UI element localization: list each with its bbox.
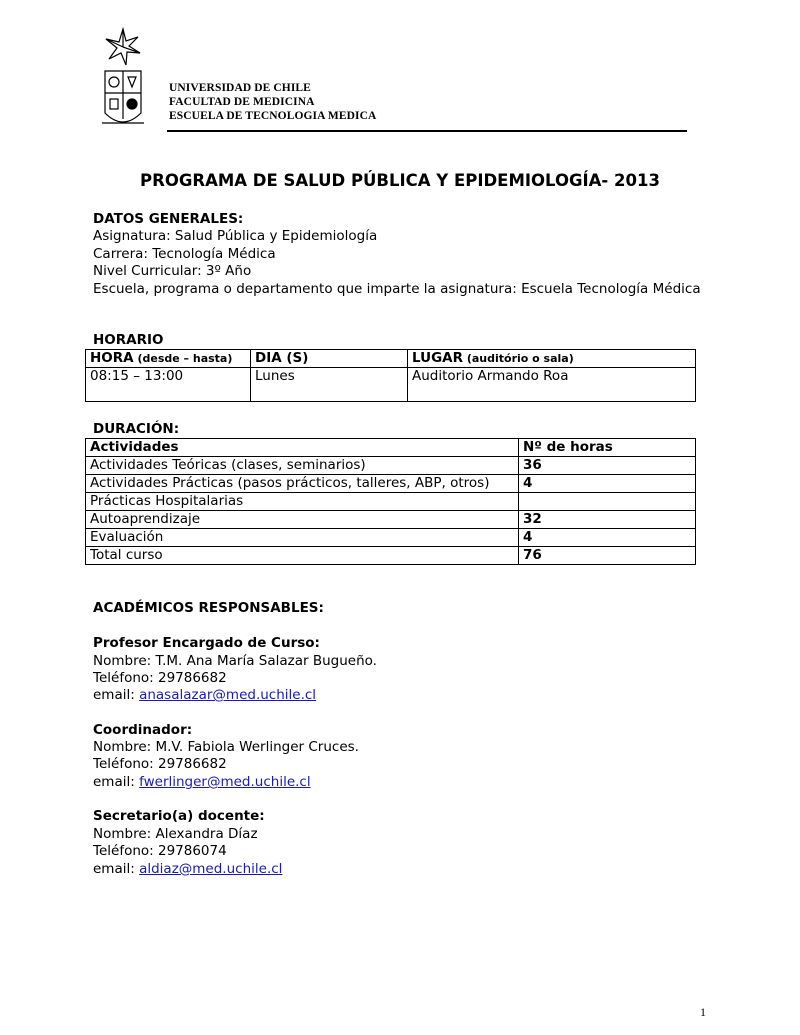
- coordinador-email-link[interactable]: fwerlinger@med.uchile.cl: [139, 774, 311, 790]
- duracion-hours-cell: 4: [519, 529, 696, 547]
- page-number: 1: [700, 1005, 706, 1019]
- profesor-email-link[interactable]: anasalazar@med.uchile.cl: [139, 687, 317, 703]
- email-label: email:: [93, 774, 140, 790]
- profesor-email-line: [93, 687, 316, 703]
- datos-asignatura: Asignatura: Salud Pública y Epidemiología: [93, 228, 378, 244]
- table-row: [86, 368, 696, 402]
- horario-header-hora: HORA (desde – hasta): [86, 350, 251, 368]
- duracion-activity-cell: Actividades Teóricas (clases, seminarios): [86, 457, 519, 475]
- university-crest-icon: [102, 27, 144, 133]
- horario-hora-cell: 08:15 – 13:00: [86, 368, 251, 402]
- secretario-heading: Secretario(a) docente:: [93, 808, 265, 824]
- coordinador-nombre: Nombre: M.V. Fabiola Werlinger Cruces.: [93, 739, 359, 755]
- horario-table: [85, 349, 696, 402]
- duracion-activity-cell: Actividades Prácticas (pasos prácticos, talleres, ABP, otros): [86, 475, 519, 493]
- table-row: [86, 475, 696, 493]
- profesor-heading: Profesor Encargado de Curso:: [93, 635, 320, 651]
- duracion-heading: DURACIÓN:: [93, 421, 180, 437]
- institution-school: ESCUELA DE TECNOLOGIA MEDICA: [169, 110, 377, 122]
- table-row: [86, 547, 696, 565]
- duracion-header-row: [86, 439, 696, 457]
- profesor-nombre: Nombre: T.M. Ana María Salazar Bugueño.: [93, 653, 377, 669]
- horario-lugar-cell: Auditorio Armando Roa: [408, 368, 696, 402]
- email-label: email:: [93, 687, 140, 703]
- table-row: [86, 457, 696, 475]
- horario-header-lugar: LUGAR (auditório o sala): [408, 350, 696, 368]
- coordinador-heading: Coordinador:: [93, 722, 193, 738]
- duracion-header-horas: Nº de horas: [519, 439, 696, 457]
- datos-nivel: Nivel Curricular: 3º Año: [93, 263, 252, 279]
- duracion-hours-cell: 36: [519, 457, 696, 475]
- coordinador-email-line: [93, 774, 311, 790]
- table-row: [86, 511, 696, 529]
- datos-escuela: Escuela, programa o departamento que imparte la asignatura: Escuela Tecnología Médica: [93, 281, 701, 297]
- coordinador-telefono: Teléfono: 29786682: [93, 756, 227, 772]
- duracion-activity-cell: Autoaprendizaje: [86, 511, 519, 529]
- duracion-hours-cell: [519, 493, 696, 511]
- header-divider: [167, 130, 687, 132]
- horario-header-dia: DIA (S): [251, 350, 408, 368]
- email-label: email:: [93, 861, 140, 877]
- duracion-hours-cell: 4: [519, 475, 696, 493]
- horario-heading: HORARIO: [93, 332, 164, 348]
- duracion-table: [85, 438, 696, 565]
- secretario-email-link[interactable]: aldiaz@med.uchile.cl: [139, 861, 283, 877]
- duracion-activity-cell: Evaluación: [86, 529, 519, 547]
- horario-header-row: [86, 350, 696, 368]
- table-row: [86, 493, 696, 511]
- horario-dia-cell: Lunes: [251, 368, 408, 402]
- duracion-activity-cell: Total curso: [86, 547, 519, 565]
- table-row: [86, 529, 696, 547]
- institution-university: UNIVERSIDAD DE CHILE: [169, 82, 311, 94]
- secretario-email-line: [93, 861, 282, 877]
- duracion-hours-cell: 76: [519, 547, 696, 565]
- profesor-telefono: Teléfono: 29786682: [93, 670, 227, 686]
- duracion-hours-cell: 32: [519, 511, 696, 529]
- duracion-activity-cell: Prácticas Hospitalarias: [86, 493, 519, 511]
- datos-carrera: Carrera: Tecnología Médica: [93, 246, 276, 262]
- datos-generales-heading: DATOS GENERALES:: [93, 211, 244, 227]
- academicos-heading: ACADÉMICOS RESPONSABLES:: [93, 600, 324, 616]
- duracion-header-actividades: Actividades: [86, 439, 519, 457]
- secretario-telefono: Teléfono: 29786074: [93, 843, 227, 859]
- institution-faculty: FACULTAD DE MEDICINA: [169, 96, 315, 108]
- secretario-nombre: Nombre: Alexandra Díaz: [93, 826, 258, 842]
- document-title: PROGRAMA DE SALUD PÚBLICA Y EPIDEMIOLOGÍA- 2013: [140, 171, 660, 190]
